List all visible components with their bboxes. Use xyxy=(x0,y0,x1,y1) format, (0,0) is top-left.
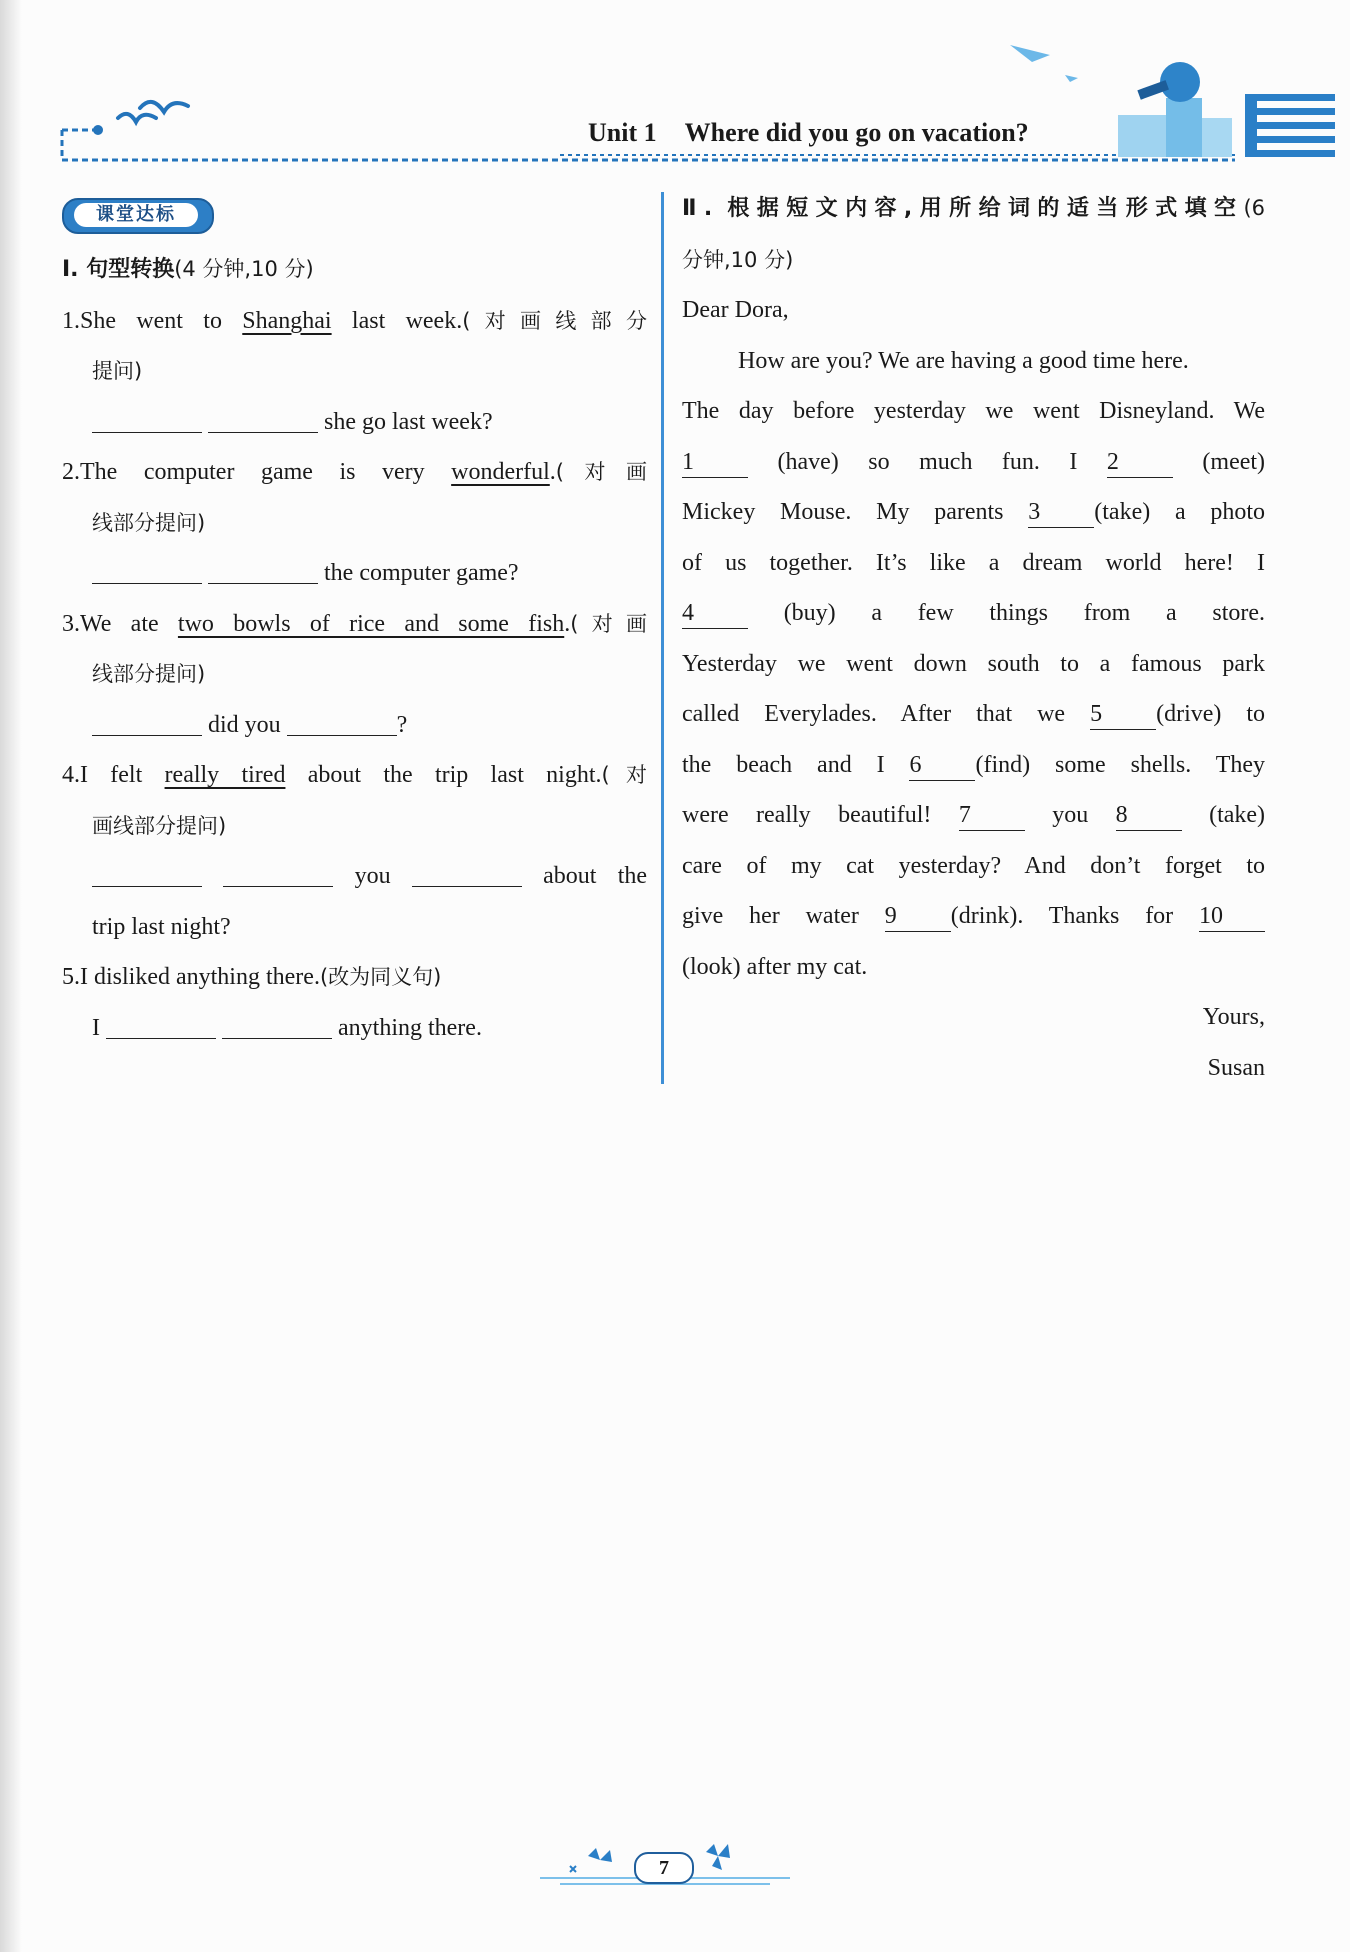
question-3: 3.We ate two bowls of rice and some fish.(对画 xyxy=(62,610,647,637)
cloze-blank-2[interactable]: 2 xyxy=(1107,447,1173,478)
answer-line-4: you about the xyxy=(62,851,647,902)
cloze-blank-5[interactable]: 5 xyxy=(1090,699,1156,730)
answer-blank[interactable] xyxy=(287,709,397,736)
underlined-phrase: wonderful xyxy=(451,459,550,485)
answer-blank[interactable] xyxy=(412,860,522,887)
question-2: 2.The computer game is very wonderful.(对画 xyxy=(62,459,647,485)
letter-line: (look) after my cat. xyxy=(682,953,868,980)
answer-line-5: I anything there. xyxy=(62,1003,647,1054)
cloze-blank-4[interactable]: 4 xyxy=(682,598,748,629)
letter-line: of us together. It’s like a dream world here! I xyxy=(682,549,1265,576)
question-4-instruction: 画线部分提问) xyxy=(92,813,227,838)
letter-line: give her water 9 (drink). Thanks for 10 xyxy=(682,891,1265,942)
letter-line: 4 (buy) a few things from a store. xyxy=(682,588,1265,639)
answer-line-2: the computer game? xyxy=(62,548,647,599)
letter-line: called Everylades. After that we 5 (drive) to xyxy=(682,689,1265,740)
letter-closing: Yours, xyxy=(1202,1004,1265,1030)
underlined-phrase: really tired xyxy=(164,762,286,788)
paper-plane-icon xyxy=(1010,45,1050,62)
answer-blank[interactable] xyxy=(208,406,318,433)
section-heading: Ⅱ. 根据短文内容,用所给词的适当形式填空(6 xyxy=(682,196,1265,221)
answer-blank[interactable] xyxy=(92,860,202,887)
page-number: 7 xyxy=(634,1852,694,1884)
letter-signature: Susan xyxy=(1207,1054,1265,1081)
telescope-illustration xyxy=(1118,62,1232,157)
letter-line: Yesterday we went down south to a famous park xyxy=(682,650,1265,677)
letter-line: were really beautiful! 7 you 8 (take) xyxy=(682,790,1265,841)
section-heading: Ⅰ. 句型转换(4 分钟,10 分) xyxy=(62,257,314,282)
bird-icon xyxy=(118,102,188,122)
header-stripes xyxy=(1245,94,1335,157)
answer-blank[interactable] xyxy=(106,1012,216,1039)
answer-line-4-cont: trip last night? xyxy=(92,913,231,940)
letter-line: care of my cat yesterday? And don’t forget to xyxy=(682,852,1265,879)
question-5: 5.I disliked anything there.(改为同义句) xyxy=(62,964,442,990)
letter-line: How are you? We are having a good time here. xyxy=(738,347,1189,374)
cloze-blank-3[interactable]: 3 xyxy=(1028,497,1094,528)
question-2-instruction: 线部分提问) xyxy=(92,510,206,535)
section-badge xyxy=(62,198,214,234)
question-3-instruction: 线部分提问) xyxy=(92,662,206,686)
letter-greeting: Dear Dora, xyxy=(682,297,789,323)
cloze-section xyxy=(682,183,1265,1093)
letter-line: Mickey Mouse. My parents 3 (take) a photo xyxy=(682,487,1265,538)
answer-line-3: did you ? xyxy=(62,700,647,751)
unit-title xyxy=(588,118,1029,148)
sentence-transform-section xyxy=(62,244,647,1053)
letter-line: the beach and I 6 (find) some shells. They xyxy=(682,740,1265,791)
cloze-blank-10[interactable]: 10 xyxy=(1199,901,1265,932)
cloze-blank-7[interactable]: 7 xyxy=(959,800,1025,831)
cloze-blank-6[interactable]: 6 xyxy=(909,750,975,781)
cloze-blank-9[interactable]: 9 xyxy=(885,901,951,932)
column-divider xyxy=(661,192,664,1084)
cloze-blank-8[interactable]: 8 xyxy=(1116,800,1182,831)
answer-blank[interactable] xyxy=(92,406,202,433)
scan-edge-shadow xyxy=(0,0,22,1952)
answer-line-1: she go last week? xyxy=(62,397,647,448)
underlined-phrase: Shanghai xyxy=(242,307,332,334)
answer-blank[interactable] xyxy=(92,709,202,736)
unit-question: Where did you go on vacation? xyxy=(684,118,1029,147)
question-4: 4.I felt really tired about the trip last night.(对 xyxy=(62,762,647,788)
section-meta: 分钟,10 分) xyxy=(682,247,794,272)
badge-label: 课堂达标 xyxy=(74,203,198,227)
answer-blank[interactable] xyxy=(92,557,202,584)
dot-icon xyxy=(93,125,103,135)
letter-line: The day before yesterday we went Disneyland. We xyxy=(682,398,1265,424)
underlined-phrase: two bowls of rice and some fish xyxy=(177,610,565,637)
answer-blank[interactable] xyxy=(223,860,333,887)
unit-label: Unit 1 xyxy=(588,118,657,147)
cloze-blank-1[interactable]: 1 xyxy=(682,447,748,478)
answer-blank[interactable] xyxy=(222,1012,332,1039)
letter-line: 1 (have) so much fun. I 2 (meet) xyxy=(682,437,1265,488)
question-1: 1.She went to Shanghai last week.(对画线部分 xyxy=(62,307,647,334)
question-1-instruction: 提问) xyxy=(92,359,143,383)
header-decoration xyxy=(0,0,1350,175)
star-icon xyxy=(570,1866,576,1872)
answer-blank[interactable] xyxy=(208,557,318,584)
